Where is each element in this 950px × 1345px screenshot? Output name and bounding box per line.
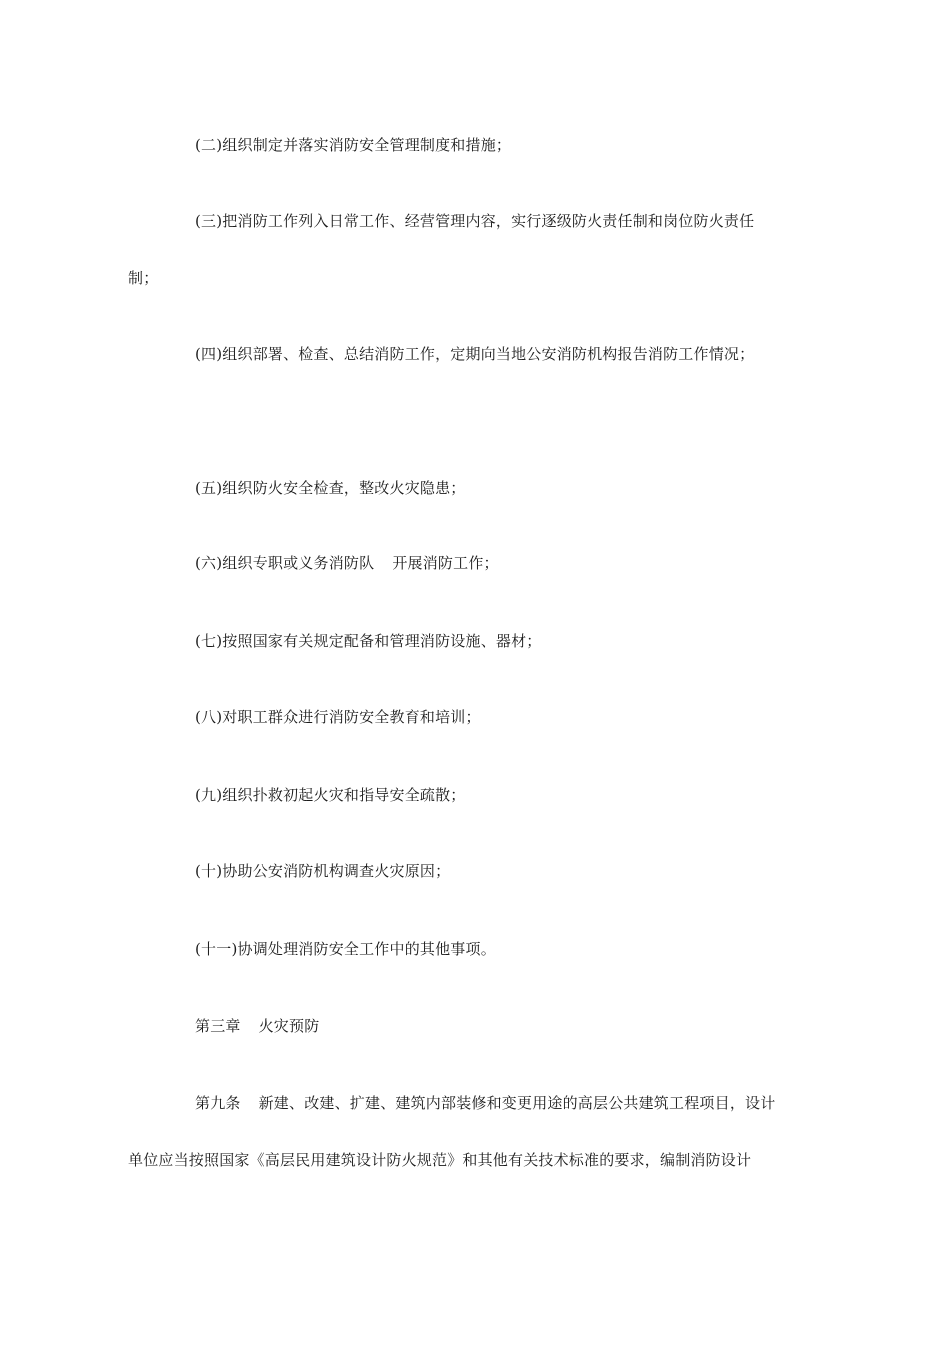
item-11: (十一)协调处理消防安全工作中的其他事项。	[195, 940, 496, 958]
item-3-line-1: (三)把消防工作列入日常工作、经营管理内容，实行逐级防火责任制和岗位防火责任	[195, 212, 755, 230]
item-6-part-2: 开展消防工作；	[392, 554, 499, 572]
article-number: 第九条	[195, 1094, 241, 1112]
article-9-line-1	[195, 1093, 775, 1113]
item-3-line-2: 制；	[128, 269, 159, 287]
item-8: (八)对职工群众进行消防安全教育和培训；	[195, 708, 481, 726]
chapter-heading	[195, 1016, 319, 1036]
item-2: (二)组织制定并落实消防安全管理制度和措施；	[195, 136, 512, 154]
item-10: (十)协助公安消防机构调查火灾原因；	[195, 862, 451, 880]
item-6	[195, 553, 499, 573]
item-7: (七)按照国家有关规定配备和管理消防设施、器材；	[195, 632, 542, 650]
chapter-title: 火灾预防	[258, 1017, 320, 1035]
article-9-text-1: 新建、改建、扩建、建筑内部装修和变更用途的高层公共建筑工程项目，设计	[258, 1094, 776, 1112]
item-5: (五)组织防火安全检查，整改火灾隐患；	[195, 479, 466, 497]
item-4: (四)组织部署、检查、总结消防工作，定期向当地公安消防机构报告消防工作情况；	[195, 345, 755, 363]
chapter-number: 第三章	[195, 1017, 241, 1035]
article-9-line-2: 单位应当按照国家《高层民用建筑设计防火规范》和其他有关技术标准的要求，编制消防设计	[128, 1151, 752, 1169]
item-9: (九)组织扑救初起火灾和指导安全疏散；	[195, 786, 466, 804]
item-6-part-1: (六)组织专职或义务消防队	[195, 554, 375, 572]
